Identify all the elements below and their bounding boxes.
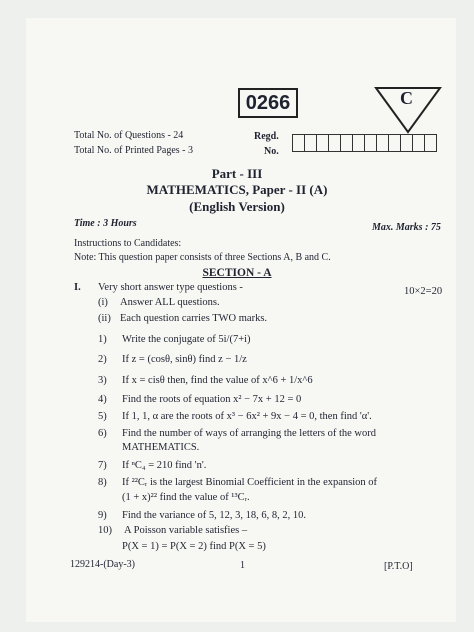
version-title: (English Version)	[189, 199, 285, 214]
question-number: 1)	[98, 334, 107, 345]
footer-code: 129214-(Day-3)	[70, 559, 135, 570]
pto-label: [P.T.O]	[384, 561, 413, 572]
subject-title: MATHEMATICS, Paper - II (A)	[146, 182, 328, 197]
total-questions: Total No. of Questions - 24	[74, 130, 184, 141]
time-label: Time : 3 Hours	[74, 218, 137, 229]
question-text: If z = (cosθ, sinθ) find z − 1/z	[122, 354, 247, 365]
question-number: 10)	[98, 525, 112, 536]
total-pages: Total No. of Printed Pages - 3	[74, 145, 194, 156]
part-title: Part - III	[211, 166, 263, 181]
question-number: 6)	[98, 428, 107, 439]
question-text: (1 + x)²² find the value of ¹³Cᵣ.	[122, 492, 250, 503]
section-number: I.	[74, 282, 81, 293]
instructions-title: Instructions to Candidates:	[74, 238, 182, 249]
no-label: No.	[264, 146, 279, 157]
question-text: If ²²Cᵣ is the largest Binomial Coefficient in the expansion of	[122, 477, 378, 488]
question-text: Find the number of ways of arranging the letters of the word	[122, 428, 376, 439]
question-text: MATHEMATICS.	[122, 442, 200, 453]
question-number: 3)	[98, 375, 107, 386]
question-text: If x = cisθ then, find the value of x^6 + 1/x^6	[122, 375, 313, 386]
instruction-text: Each question carries TWO marks.	[120, 313, 268, 324]
question-text: Find the variance of 5, 12, 3, 18, 6, 8, 2, 10.	[122, 510, 307, 521]
instruction-text: Answer ALL questions.	[120, 297, 220, 308]
section-marks: 10×2=20	[404, 286, 443, 297]
question-text: Write the conjugate of 5i/(7+i)	[122, 334, 251, 345]
registration-number-boxes[interactable]	[292, 134, 436, 152]
question-text: Find the roots of equation x² − 7x + 12 = 0	[122, 394, 302, 405]
max-marks: Max. Marks : 75	[372, 222, 441, 233]
question-number: 4)	[98, 394, 107, 405]
question-text: If 1, 1, α are the roots of x³ − 6x² + 9x − 4 = 0, then find 'α'.	[122, 411, 372, 422]
question-number: 8)	[98, 477, 107, 488]
question-text: A Poisson variable satisfies –	[124, 525, 248, 536]
question-number: 2)	[98, 354, 107, 365]
instruction-number: (ii)	[98, 313, 111, 324]
page-number: 1	[240, 560, 245, 571]
section-title: SECTION - A	[202, 267, 272, 279]
regd-label: Regd.	[254, 131, 279, 142]
question-number: 7)	[98, 460, 107, 471]
question-number: 9)	[98, 510, 107, 521]
question-text: P(X = 1) = P(X = 2) find P(X = 5)	[122, 541, 266, 552]
set-letter: C	[400, 88, 413, 108]
question-text: If ⁿC₄ = 210 find 'n'.	[122, 460, 207, 471]
note: Note: This question paper consists of three Sections A, B and C.	[74, 252, 331, 263]
instruction-number: (i)	[98, 297, 108, 308]
paper-code-box: 0266	[238, 88, 298, 118]
section-heading: Very short answer type questions -	[98, 282, 243, 293]
question-number: 5)	[98, 411, 107, 422]
